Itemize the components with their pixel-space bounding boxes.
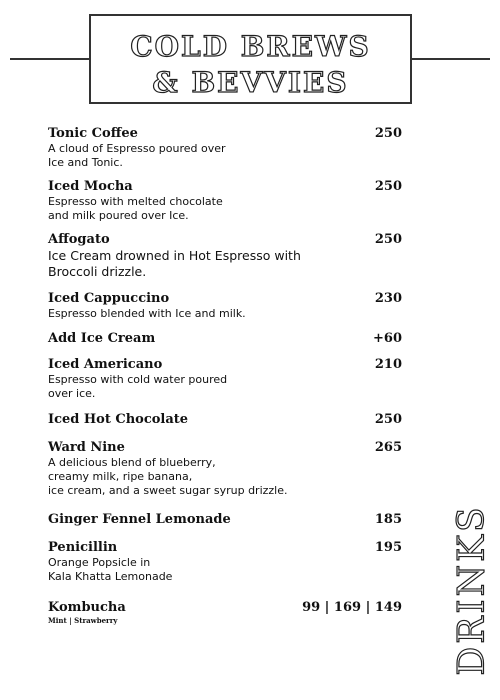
item-price: 230	[374, 291, 402, 306]
item-description: Espresso with melted chocolate and milk poured over Ice.	[48, 195, 223, 222]
item-price: 250	[374, 232, 402, 247]
menu-item	[48, 331, 402, 357]
menu-item	[48, 357, 402, 412]
menu-list	[48, 126, 402, 630]
page-title-line-1: COLD BREWS	[130, 30, 371, 63]
side-label	[451, 504, 493, 676]
item-name: Tonic Coffee	[48, 126, 138, 141]
item-description: Espresso blended with Ice and milk.	[48, 307, 246, 320]
item-description: A delicious blend of blueberry, creamy milk, ripe banana, ice cream, and a sweet sugar syrup drizzle.	[48, 456, 288, 497]
menu-item	[48, 126, 402, 179]
menu-item	[48, 232, 402, 291]
title-box	[89, 14, 412, 104]
title-rule-left	[10, 58, 89, 60]
item-description: Orange Popsicle in Kala Khatta Lemonade	[48, 556, 173, 583]
item-price: 195	[374, 540, 402, 555]
item-name: Ward Nine	[48, 440, 125, 455]
item-price: 265	[374, 440, 402, 455]
item-name: Iced Hot Chocolate	[48, 412, 189, 427]
item-name: Affogato	[48, 232, 110, 247]
item-name: Ginger Fennel Lemonade	[48, 512, 231, 527]
menu-item	[48, 512, 402, 540]
item-price: 185	[374, 512, 402, 527]
item-price: 250	[374, 179, 402, 194]
item-name: Iced Cappuccino	[48, 291, 170, 306]
menu-item	[48, 291, 402, 331]
menu-item	[48, 412, 402, 440]
item-name: Penicillin	[48, 540, 118, 555]
menu-item	[48, 600, 402, 630]
side-label-text: DRINKS	[451, 504, 493, 676]
item-description: A cloud of Espresso poured over Ice and Tonic.	[48, 142, 226, 169]
item-name: Iced Mocha	[48, 179, 133, 194]
item-flavors: Mint | Strawberry	[48, 616, 118, 625]
item-price: 250	[374, 412, 402, 427]
menu-item	[48, 540, 402, 600]
item-price: 250	[374, 126, 402, 141]
title-rule-right	[412, 58, 490, 60]
page-title-line-2: & BEVVIES	[152, 66, 349, 99]
item-name: Kombucha	[48, 600, 126, 615]
item-price: 99 | 169 | 149	[302, 600, 402, 615]
item-description: Espresso with cold water poured over ice.	[48, 373, 228, 400]
menu-item	[48, 440, 402, 512]
item-description: Ice Cream drowned in Hot Espresso with Broccoli drizzle.	[48, 248, 301, 279]
item-price: +60	[373, 331, 402, 346]
item-name: Iced Americano	[48, 357, 163, 372]
item-price: 210	[374, 357, 402, 372]
item-name: Add Ice Cream	[48, 331, 156, 346]
menu-item	[48, 179, 402, 232]
